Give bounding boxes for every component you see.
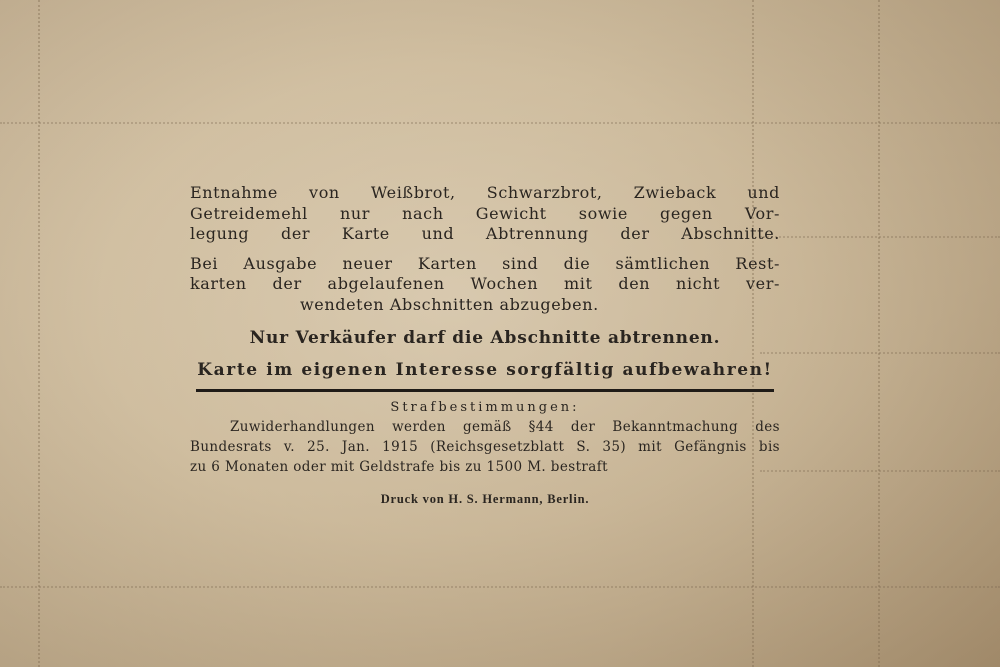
perforation-line bbox=[760, 352, 1000, 354]
text-line: Zuwiderhandlungen werden gemäß §44 der Bekanntmachung des bbox=[230, 419, 780, 435]
printer-imprint: Druck von H. S. Hermann, Berlin. bbox=[380, 492, 590, 506]
text-line: wendeten Abschnitten abzugeben. bbox=[300, 294, 599, 314]
regulation-paragraph bbox=[190, 183, 780, 245]
perforation-line bbox=[878, 0, 880, 667]
text-line: Bundesrats v. 25. Jan. 1915 (Reichsgesetzblatt S. 35) mit Gefängnis bis bbox=[190, 439, 780, 455]
text-line: zu 6 Monaten oder mit Geldstrafe bis zu 1500 M. bestraft bbox=[190, 459, 608, 475]
perforation-line bbox=[0, 586, 1000, 588]
perforation-line bbox=[760, 236, 1000, 238]
penalty-paragraph bbox=[190, 417, 780, 477]
perforation-line bbox=[0, 122, 1000, 124]
perforation-line bbox=[38, 0, 40, 667]
text-line: legung der Karte und Abtrennung der Abschnitte. bbox=[190, 224, 780, 243]
text-line: karten der abgelaufenen Wochen mit den nicht ver- bbox=[190, 274, 780, 293]
return-paragraph bbox=[190, 254, 780, 316]
perforation-line bbox=[760, 470, 1000, 472]
text-line: Getreidemehl nur nach Gewicht sowie gegen Vor- bbox=[190, 203, 780, 223]
card-text bbox=[190, 183, 780, 507]
keep-card-notice: Karte im eigenen Interesse sorgfältig aufbewahren! bbox=[197, 360, 773, 380]
seller-notice: Nur Verkäufer darf die Abschnitte abtrennen. bbox=[249, 328, 721, 348]
text-line: Entnahme von Weißbrot, Schwarzbrot, Zwieback und bbox=[190, 183, 780, 202]
text-line: Bei Ausgabe neuer Karten sind die sämtlichen Rest- bbox=[190, 253, 780, 273]
penalty-heading: Strafbestimmungen: bbox=[390, 400, 580, 415]
divider-rule bbox=[196, 389, 774, 392]
